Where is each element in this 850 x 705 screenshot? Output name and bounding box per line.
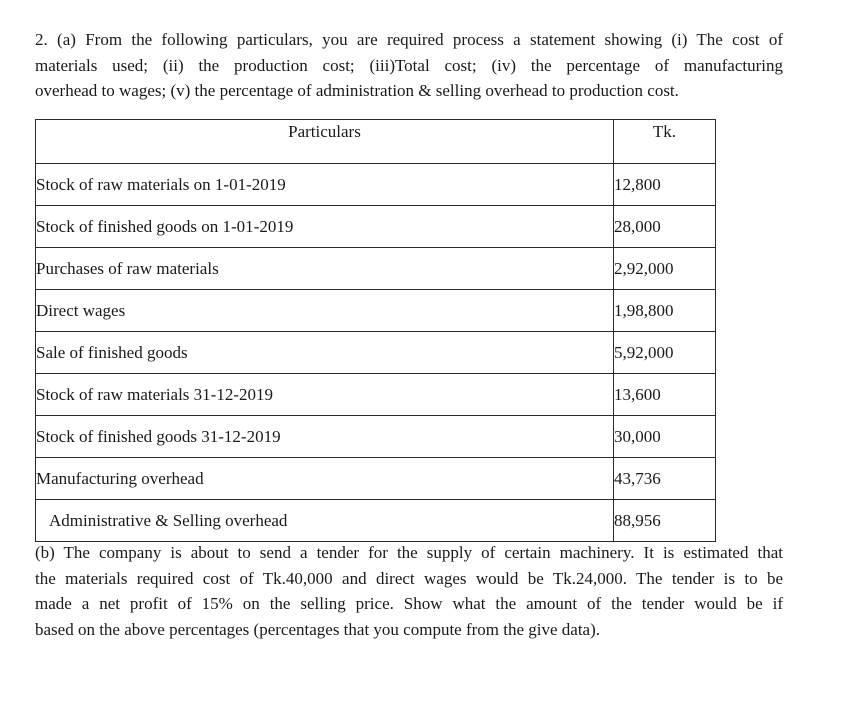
row-amount: 43,736 xyxy=(614,458,716,500)
row-label: Direct wages xyxy=(36,290,614,332)
table-row xyxy=(36,374,716,416)
row-amount: 28,000 xyxy=(614,206,716,248)
question-part-a-line: 2. (a) From the following particulars, you are required process a statement showing (i) The cost of xyxy=(35,30,783,49)
table-row xyxy=(36,500,716,542)
row-amount: 88,956 xyxy=(614,500,716,542)
question-part-a-line: materials used; (ii) the production cost; (iii)Total cost; (iv) the percentage of manufacturing xyxy=(35,55,783,75)
table-row xyxy=(36,248,716,290)
row-label: Purchases of raw materials xyxy=(36,248,614,290)
row-label: Administrative & Selling overhead xyxy=(36,500,614,542)
row-label: Stock of raw materials 31-12-2019 xyxy=(36,374,614,416)
row-label: Stock of finished goods 31-12-2019 xyxy=(36,416,614,458)
question-part-a xyxy=(35,27,783,104)
table-header-row xyxy=(36,120,716,164)
row-amount: 30,000 xyxy=(614,416,716,458)
row-amount: 13,600 xyxy=(614,374,716,416)
row-amount: 5,92,000 xyxy=(614,332,716,374)
row-amount: 2,92,000 xyxy=(614,248,716,290)
header-amount-tk: Tk. xyxy=(614,120,716,164)
table-row xyxy=(36,416,716,458)
question-part-b-line: made a net profit of 15% on the selling price. Show what the amount of the tender would be if xyxy=(35,594,783,613)
question-part-b xyxy=(35,540,783,642)
row-label: Manufacturing overhead xyxy=(36,458,614,500)
question-part-a-line: overhead to wages; (v) the percentage of administration & selling overhead to production cost. xyxy=(35,81,679,100)
table-row xyxy=(36,164,716,206)
row-label: Sale of finished goods xyxy=(36,332,614,374)
table-row xyxy=(36,332,716,374)
question-part-b-line: based on the above percentages (percentages that you compute from the give data). xyxy=(35,619,601,639)
particulars-table xyxy=(35,119,716,542)
row-amount: 1,98,800 xyxy=(614,290,716,332)
row-label: Stock of finished goods on 1-01-2019 xyxy=(36,206,614,248)
header-particulars: Particulars xyxy=(36,120,614,164)
table-row xyxy=(36,290,716,332)
row-label: Stock of raw materials on 1-01-2019 xyxy=(36,164,614,206)
table-row xyxy=(36,206,716,248)
row-amount: 12,800 xyxy=(614,164,716,206)
table-row xyxy=(36,458,716,500)
question-part-b-line: the materials required cost of Tk.40,000 and direct wages would be Tk.24,000. The tender is to be xyxy=(35,568,783,588)
question-part-b-line: (b) The company is about to send a tender for the supply of certain machinery. It is estimated that xyxy=(35,543,783,562)
